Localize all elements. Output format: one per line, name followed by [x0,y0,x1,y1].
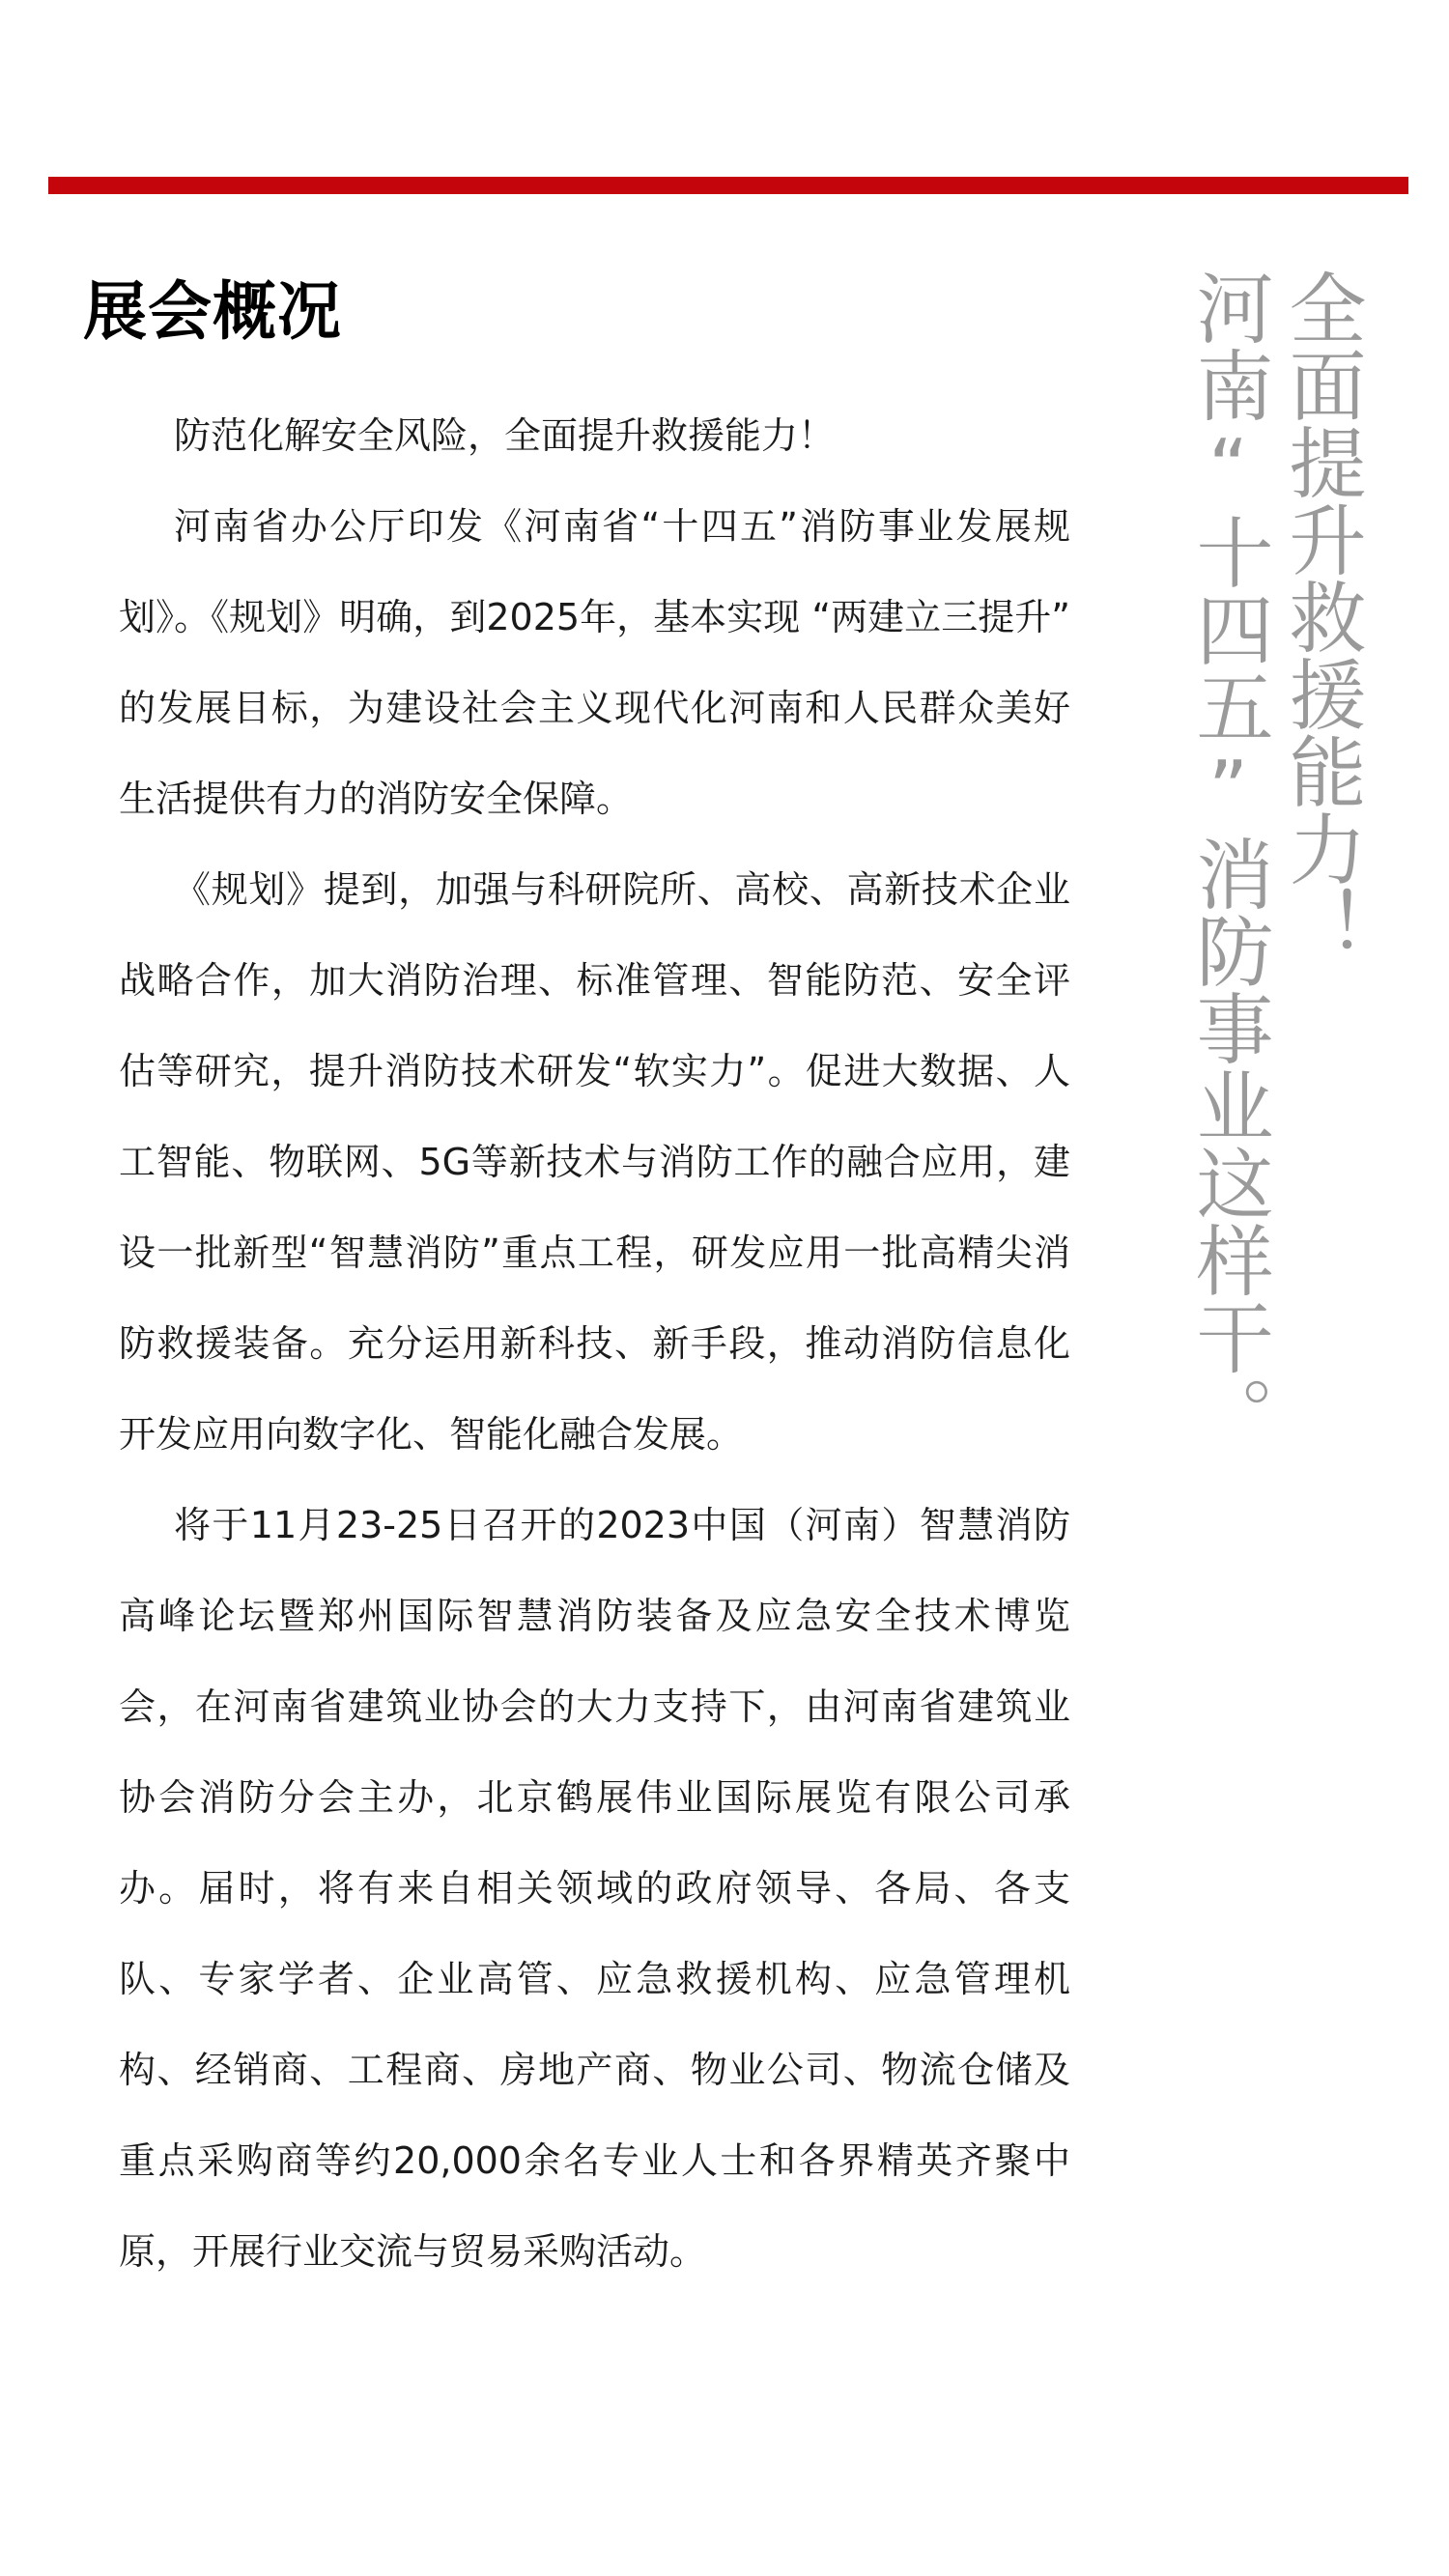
section-title: 展会概况 [83,274,342,349]
top-red-rule [48,177,1408,194]
vertical-slogan [1183,269,1366,1453]
paragraph-plan: 河南省办公厅印发《河南省“十四五”消防事业发展规划》。《规划》明确，到2025年，基本实现 “两建立三提升” 的发展目标，为建设社会主义现代化河南和人民群众美好生活提供有力的消防安全保障。 [119,505,1070,820]
paragraph-expo: 将于11月23-25日召开的2023中国（河南）智慧消防高峰论坛暨郑州国际智慧消防装备及应急安全技术博览会，在河南省建筑业协会的大力支持下，由河南省建筑业协会消防分会主办，北京鹤展伟业国际展览有限公司承办。届时，将有来自相关领域的政府领导、各局、各支队、专家学者、企业高管、应急救援机构、应急管理机构、经销商、工程商、房地产商、物业公司、物流仓储及重点采购商等约20,000余名专业人士和各界精英齐聚中原，开展行业交流与贸易采购活动。 [119,1504,1070,2273]
paragraph-plan-details: 《规划》提到，加强与科研院所、高校、高新技术企业战略合作，加大消防治理、标准管理、智能防范、安全评估等研究，提升消防技术研发“软实力”。促进大数据、人工智能、物联网、5G等新技术与消防工作的融合应用，建设一批新型“智慧消防”重点工程，研发应用一批高精尖消防救援装备。充分运用新科技、新手段，推动消防信息化开发应用向数字化、智能化融合发展。 [119,868,1070,1456]
article-body [119,390,1070,2297]
slogan-line-2: 河南“十四五”消防事业这样干。 [1183,269,1273,1453]
slogan-line-1: 全面提升救援能力！ [1276,269,1366,964]
paragraph-slogan: 防范化解安全风险，全面提升救援能力！ [174,414,836,457]
